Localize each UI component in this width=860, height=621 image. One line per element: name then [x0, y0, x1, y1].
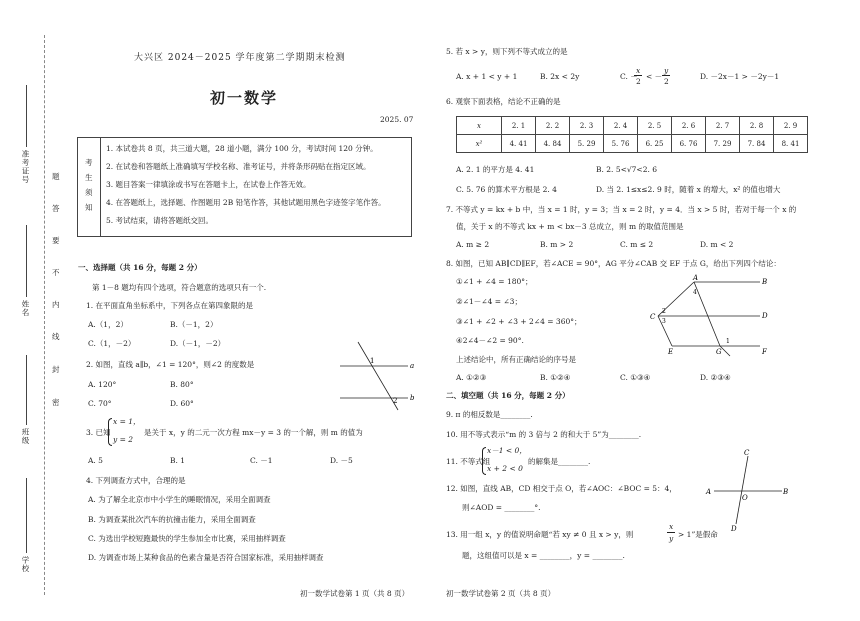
q8-option-b: B. ①②④	[540, 373, 571, 382]
notice-label-char: 生	[85, 173, 93, 182]
label-A: A	[693, 274, 699, 282]
label-angle-1: 1	[726, 338, 730, 345]
seal-char: 答	[52, 204, 60, 213]
q7-option-b: B. m > 2	[540, 240, 574, 249]
class-label: 班级	[21, 428, 30, 445]
q13-pre: 13. 用一组 x，y 的值说明命题“若 xy ≠ 0 且 x > y，则	[446, 530, 634, 539]
section2-title: 二、填空题（共 16 分，每题 2 分）	[446, 391, 570, 400]
q3-post: 是关于 x，y 的二元一次方程 mx－y = 3 的一个解，则 m 的值为	[144, 428, 363, 437]
q5-option-b: B. 2x < 2y	[540, 72, 580, 81]
notice-label-char: 须	[85, 188, 93, 197]
table-cell: 2. 2	[536, 117, 570, 135]
notice-item: 2. 在试卷和答题纸上准确填写学校名称、准考证号，并将条形码贴在指定区域。	[106, 162, 371, 171]
name-label: 姓名	[21, 300, 30, 317]
table-row	[457, 135, 808, 153]
table-head: x	[457, 117, 502, 135]
q5-c-num1: x	[636, 66, 641, 75]
q6-table	[456, 116, 808, 153]
section1-title: 一、选择题（共 16 分，每题 2 分）	[78, 263, 202, 272]
q5-option-c-prefix: C. －	[620, 72, 638, 81]
q13-frac-den: y	[669, 534, 674, 543]
q3-option-d: D. －5	[330, 456, 353, 465]
q2-stem: 2. 如图，直线 a∥b，∠1 = 120°，则∠2 的度数是	[86, 360, 255, 369]
q11-post: 的解集是________.	[528, 457, 591, 466]
exam-title: 大兴区 2024－2025 学年度第二学期期末检测	[134, 53, 346, 63]
q8-geometry-figure	[648, 276, 778, 356]
q8-statement-3: ③∠1 + ∠2 + ∠3 + 2∠4 = 360°；	[456, 317, 582, 326]
table-cell: 8. 41	[774, 135, 808, 153]
seal-char: 题	[52, 172, 60, 181]
q8-summary: 上述结论中，所有正确结论的序号是	[456, 355, 576, 364]
q9-text: 9. π 的相反数是________.	[446, 410, 533, 419]
q1-option-d: D.（－1，－2）	[170, 339, 226, 348]
segment-ag	[694, 282, 720, 346]
exam-date: 2025. 07	[380, 115, 414, 124]
q10-text: 10. 用不等式表示“m 的 3 倍与 2 的和大于 5”为________.	[446, 430, 642, 439]
q4-option-a: A. 为了解全北京市中小学生的睡眠情况，采用全面调查	[88, 495, 271, 504]
q5-c-den2: 2	[664, 77, 669, 86]
q7-line1: 7. 不等式 y = kx + b 中，当 x = 1 时，y = 3；当 x = 2 时，y = 4．当 x > 5 时，若对于每一个 x 的	[446, 205, 797, 214]
q3-brace	[108, 418, 112, 446]
q5-c-fracbar1	[634, 75, 642, 76]
label-angle-4: 4	[693, 289, 697, 296]
table-row	[457, 117, 808, 135]
q8-option-a: A. ①②③	[456, 373, 487, 382]
table-cell: 7. 29	[706, 135, 740, 153]
label-b: b	[410, 394, 415, 402]
subject-title: 初一数学	[210, 89, 279, 107]
q6-option-d: D. 当 2. 1≤x≤2. 9 时，随着 x 的增大，x² 的值也增大	[596, 185, 781, 194]
seal-char: 不	[52, 268, 60, 277]
label-D: D	[731, 525, 737, 533]
binding-dashed-line	[44, 35, 45, 595]
section1-intro: 第 1－8 题均有四个选项，符合题意的选项只有一个.	[92, 283, 267, 292]
table-cell: 4. 84	[536, 135, 570, 153]
label-a: a	[410, 362, 415, 370]
label-A: A	[706, 488, 712, 496]
q3-system-line1: x = 1，	[113, 417, 141, 426]
q12-line1: 12. 如图，直线 AB，CD 相交于点 O，若∠AOC：∠BOC = 5：4，	[446, 484, 677, 493]
q8-statement-2: ②∠1－∠4 = ∠3；	[456, 297, 522, 306]
q8-option-c: C. ①③④	[620, 373, 651, 382]
q11-system-line2: x + 2 < 0	[487, 464, 523, 473]
q8-statement-4: ④2∠4－∠2 = 90°.	[456, 336, 524, 345]
q2-parallel-lines-figure	[340, 340, 415, 410]
seal-char: 要	[52, 236, 60, 245]
q8-option-d: D. ②③④	[700, 373, 731, 382]
q8-statement-1: ①∠1 + ∠4 = 180°；	[456, 277, 533, 286]
table-cell: 2. 3	[570, 117, 604, 135]
q13-fracbar	[667, 532, 675, 533]
name-blank	[26, 225, 27, 297]
q12-line2: 则∠AOD = ________°.	[462, 503, 541, 512]
q11-brace	[482, 447, 486, 475]
q4-option-b: B. 为调查某批次汽车的抗撞击能力，采用全面调查	[88, 515, 256, 524]
table-cell: 2. 6	[672, 117, 706, 135]
q7-line2: 值，关于 x 的不等式 kx + m < bx－3 总成立，则 m 的取值范围是	[456, 222, 684, 231]
q4-stem: 4. 下列调查方式中，合理的是	[86, 476, 186, 485]
table-cell: 2. 8	[740, 117, 774, 135]
notice-item: 1. 本试卷共 8 页，共三道大题，28 道小题，满分 100 分，考试时间 120 分钟。	[106, 144, 378, 153]
label-angle-1: 1	[370, 357, 375, 365]
seal-char: 密	[52, 398, 60, 407]
class-blank	[26, 355, 27, 425]
label-O: O	[742, 494, 748, 502]
q6-option-a: A. 2. 1 的平方是 4. 41	[456, 165, 535, 174]
label-D: D	[762, 312, 768, 320]
q4-option-c: C. 为选出学校短跑最快的学生参加全市比赛，采用抽样调查	[88, 534, 286, 543]
q1-option-c: C.（1，－2）	[88, 339, 136, 348]
q1-option-a: A.（1，2）	[88, 320, 128, 329]
table-cell: 4. 41	[502, 135, 536, 153]
q1-option-b: B.（－1，2）	[170, 320, 218, 329]
table-cell: 2. 1	[502, 117, 536, 135]
seal-char: 封	[52, 365, 60, 374]
label-B: B	[762, 278, 768, 286]
q6-stem: 6. 观察下面表格，结论不正确的是	[446, 97, 561, 106]
q5-c-num2: y	[664, 66, 669, 75]
label-angle-2: 2	[393, 397, 398, 405]
seal-char: 线	[52, 332, 60, 341]
q12-intersecting-lines-figure	[706, 449, 789, 533]
seal-char: 内	[52, 300, 60, 309]
table-cell: 2. 7	[706, 117, 740, 135]
table-cell: 5. 29	[570, 135, 604, 153]
notice-item: 5. 考试结束，请将答题纸交回。	[106, 216, 214, 225]
q11-system-line1: x－1 < 0，	[487, 446, 527, 455]
q2-option-b: B. 80°	[170, 380, 194, 389]
label-B: B	[783, 488, 789, 496]
table-cell: 6. 25	[638, 135, 672, 153]
q13-line2: 题，这组值可以是 x = ________，y = ________.	[462, 551, 625, 560]
q5-option-d: D. －2x－1 > －2y－1	[700, 72, 780, 81]
notice-item: 3. 题目答案一律填涂或书写在答题卡上，在试卷上作答无效。	[106, 180, 311, 189]
label-F: F	[762, 348, 767, 356]
q3-option-a: A. 5	[88, 456, 103, 465]
school-label: 学校	[21, 556, 30, 573]
q6-option-c: C. 5. 76 的算术平方根是 2. 4	[456, 185, 557, 194]
q3-option-c: C. －1	[250, 456, 273, 465]
notice-item: 4. 在答题纸上，选择题、作图题用 2B 铅笔作答，其他试题用黑色字迹签字笔作答。	[106, 198, 386, 207]
notice-box	[77, 137, 412, 237]
q7-option-c: C. m ≤ 2	[620, 240, 654, 249]
label-C: C	[744, 449, 750, 457]
q2-option-a: A. 120°	[88, 380, 117, 389]
q5-stem: 5. 若 x > y，则下列不等式成立的是	[446, 47, 568, 56]
q4-option-d: D. 为调查市场上某种食品的色素含量是否符合国家标准，采用抽样调查	[88, 553, 324, 562]
q6-option-b: B. 2. 5<√7<2. 6	[596, 165, 658, 174]
school-blank	[26, 478, 27, 553]
q13-frac-num: x	[669, 522, 674, 531]
q2-option-c: C. 70°	[88, 399, 112, 408]
q2-option-d: D. 60°	[170, 399, 194, 408]
q5-c-mid: < －	[646, 72, 663, 81]
q5-c-den1: 2	[636, 77, 641, 86]
table-cell: 5. 76	[604, 135, 638, 153]
label-G: G	[716, 348, 722, 356]
q1-stem: 1. 在平面直角坐标系中，下列各点在第四象限的是	[86, 301, 254, 310]
table-cell: 2. 4	[604, 117, 638, 135]
label-angle-2: 2	[662, 308, 666, 315]
label-E: E	[668, 348, 674, 356]
line-cd	[736, 456, 748, 524]
table-cell: 7. 84	[740, 135, 774, 153]
q3-system-line2: y = 2	[113, 435, 134, 444]
q13-post: > 1”是假命	[678, 530, 718, 539]
exam-number-label: 准考证号	[21, 150, 30, 184]
transversal	[358, 342, 398, 410]
table-cell: 2. 9	[774, 117, 808, 135]
notice-label	[78, 138, 101, 236]
q8-stem: 8. 如图，已知 AB∥CD∥EF，若∠ACE = 90°，AG 平分∠CAB 交 EF 于点 G，给出下列四个结论：	[446, 259, 781, 268]
q11-pre: 11. 不等式组	[446, 457, 491, 466]
q7-option-a: A. m ≥ 2	[456, 240, 490, 249]
footer-left: 初一数学试卷第 1 页（共 8 页）	[300, 589, 410, 598]
notice-label-char: 知	[85, 203, 93, 212]
exam-number-blank	[26, 85, 27, 147]
q5-c-fracbar2	[662, 75, 670, 76]
notice-label-char: 考	[85, 158, 93, 167]
table-cell: 6. 76	[672, 135, 706, 153]
q3-pre: 3. 已知	[86, 428, 111, 437]
footer-right: 初一数学试卷第 2 页（共 8 页）	[446, 589, 556, 598]
table-head: x²	[457, 135, 502, 153]
q7-option-d: D. m < 2	[700, 240, 734, 249]
label-C: C	[650, 313, 656, 321]
label-angle-3: 3	[662, 318, 666, 325]
table-cell: 2. 5	[638, 117, 672, 135]
q5-option-a: A. x + 1 < y + 1	[456, 72, 518, 81]
q3-option-b: B. 1	[170, 456, 186, 465]
